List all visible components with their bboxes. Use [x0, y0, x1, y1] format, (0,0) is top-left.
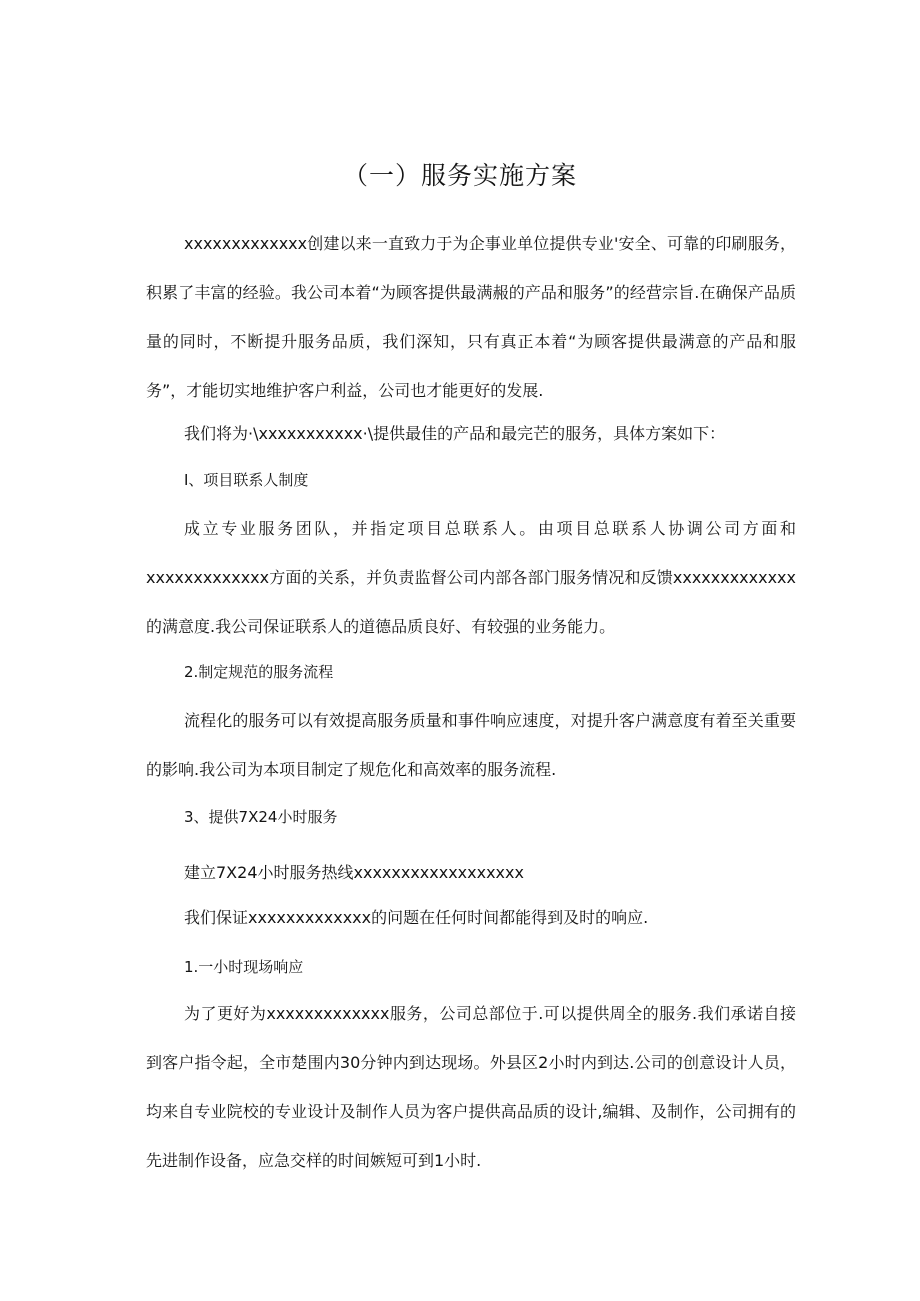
- section-2-body: 流程化的服务可以有效提高服务质量和事件响应速度，对提升客户满意度有着至关重要的影响.我公司为本项目制定了规危化和高效率的服务流程.: [146, 711, 796, 779]
- section-1-body: 成立专业服务团队，并指定项目总联系人。由项目总联系人协调公司方面和xxxxxxxxxxxxx方面的关系，并负责监督公司内部各部门服务情况和反馈xxxxxxxxxxxxx的满意度.我公司保证联系人的道德品质良好、有较强的业务能力。: [146, 519, 796, 636]
- section-4-heading: 1.一小时现场响应: [184, 958, 304, 976]
- section-4-body: 为了更好为xxxxxxxxxxxxx服务，公司总部位于.可以提供周全的服务.我们承诺自接到客户指令起，全市楚围内30分钟内到达现场。外县区2小时内到达.公司的创意设计人员，均来自专业院校的专业设计及制作人员为客户提供高品质的设计,编辑、及制作，公司拥有的先进制作设备，应急交样的时间嫉短可到1小时.: [146, 1004, 796, 1170]
- section-3-heading: 3、提供7X24小时服务: [184, 808, 338, 826]
- section-3-guarantee: 我们保证xxxxxxxxxxxxx的问题在任何时间都能得到及时的响应.: [184, 908, 649, 927]
- page-title: （一）服务实施方案: [342, 161, 577, 190]
- section-2-heading: 2.制定规范的服务流程: [184, 663, 334, 681]
- section-3-hotline: 建立7X24小时服务热线xxxxxxxxxxxxxxxxxx: [184, 863, 524, 882]
- section-1-heading: I、项目联系人制度: [184, 471, 309, 489]
- plan-paragraph: 我们将为·\xxxxxxxxxxx·\提供最佳的产品和最完芒的服务，具体方案如下：: [184, 424, 726, 443]
- intro-paragraph: xxxxxxxxxxxxx创建以来一直致力于为企事业单位提供专业'安全、可靠的印刷服务，积累了丰富的经验。我公司本着“为顾客提供最满赧的产品和服务”的经营宗旨.在确保产品质量的同时，不断提升服务品质，我们深知，只有真正本着“为顾客提供最满意的产品和服务”，才能切实地维护客户利益，公司也才能更好的发展.: [146, 234, 796, 400]
